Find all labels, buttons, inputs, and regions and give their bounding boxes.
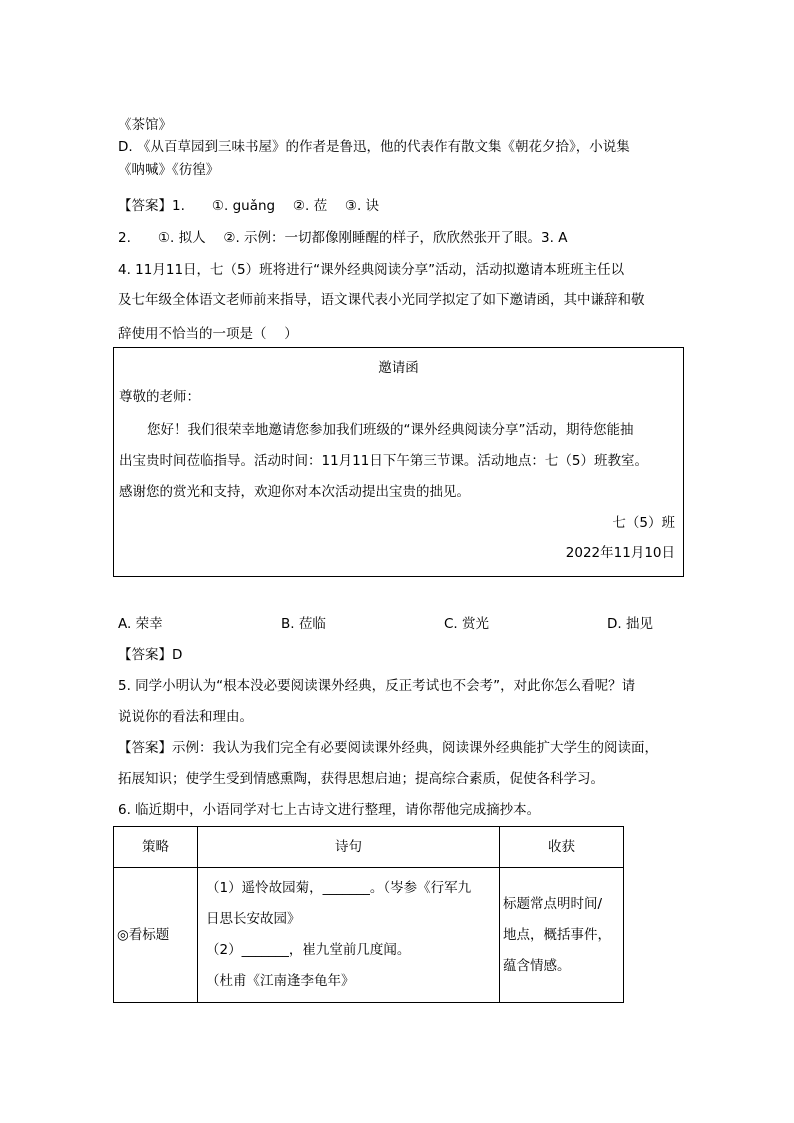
letter-body: 出宝贵时间莅临指导。活动时间：11月11日下午第三节课。活动地点：七（5）班教室。 xyxy=(119,453,648,469)
answer-line: 拓展知识；使学生受到情感熏陶，获得思想启迪；提高综合素质，促使各科学习。 xyxy=(118,771,604,787)
question-6: 6. 临近期中，小语同学对七上古诗文进行整理，请你帮他完成摘抄本。 xyxy=(118,802,541,818)
invitation-letter-box xyxy=(113,347,684,577)
strategy-cell: ◎看标题 xyxy=(114,868,198,1003)
option-a: A. 荣幸 xyxy=(118,616,163,632)
poem-cell xyxy=(198,868,500,1003)
answer-line: 【答案】1. ①. guǎng ②. 莅 ③. 诀 xyxy=(118,198,380,214)
question-5-cont: 说说你的看法和理由。 xyxy=(118,709,253,725)
header-strategy: 策略 xyxy=(114,827,198,868)
letter-body: 感谢您的赏光和支持，欢迎你对本次活动提出宝贵的拙见。 xyxy=(119,484,470,500)
letter-title: 邀请函 xyxy=(378,360,419,376)
option-b: B. 莅临 xyxy=(281,616,326,632)
question-4-cont: 及七年级全体语文老师前来指导，语文课代表小光同学拟定了如下邀请函，其中谦辞和敬 xyxy=(118,292,645,308)
answer-line: 【答案】D xyxy=(118,647,183,663)
answer-line: 2. ①. 拟人 ②. 示例：一切都像刚睡醒的样子，欣欣然张开了眼。3. A xyxy=(118,230,568,246)
answer-line: 【答案】示例：我认为我们完全有必要阅读课外经典，阅读课外经典能扩大学生的阅读面， xyxy=(118,740,658,756)
header-poem: 诗句 xyxy=(198,827,500,868)
question-4-cont: 辞使用不恰当的一项是（ ） xyxy=(118,326,298,342)
letter-body: 您好！我们很荣幸地邀请您参加我们班级的“课外经典阅读分享”活动，期待您能抽 xyxy=(147,422,634,438)
poem-line: （1）遥怜故园菊，_______。（岑参《行军九 xyxy=(206,880,472,896)
text-line: 《茶馆》 xyxy=(118,117,172,133)
gain-line: 蕴含情感。 xyxy=(503,957,571,974)
letter-signature: 七（5）班 xyxy=(612,515,675,531)
poem-line: （2）_______，崔九堂前几度闻。 xyxy=(206,942,411,958)
question-4: 4. 11月11日，七（5）班将进行“课外经典阅读分享”活动，活动拟邀请本班班主任以 xyxy=(118,262,625,278)
option-c: C. 赏光 xyxy=(444,616,490,632)
text-line: 《呐喊》《彷徨》 xyxy=(118,162,220,178)
text-line: D. 《从百草园到三味书屋》的作者是鲁迅，他的代表作有散文集《朝花夕拾》，小说集 xyxy=(118,139,630,155)
excerpt-table xyxy=(113,826,624,1003)
option-d: D. 拙见 xyxy=(607,616,653,632)
gain-line: 地点，概括事件， xyxy=(503,926,611,943)
letter-date: 2022年11月10日 xyxy=(565,545,675,561)
poem-line: 日思长安故园》 xyxy=(206,911,301,927)
letter-salutation: 尊敬的老师： xyxy=(119,389,200,405)
poem-line: （杜甫《江南逢李龟年》 xyxy=(206,973,355,989)
header-gain: 收获 xyxy=(500,827,624,868)
gain-line: 标题常点明时间/ xyxy=(503,895,603,912)
gain-cell xyxy=(500,868,624,1003)
question-5: 5. 同学小明认为“根本没必要阅读课外经典，反正考试也不会考”，对此你怎么看呢？请 xyxy=(118,678,636,694)
